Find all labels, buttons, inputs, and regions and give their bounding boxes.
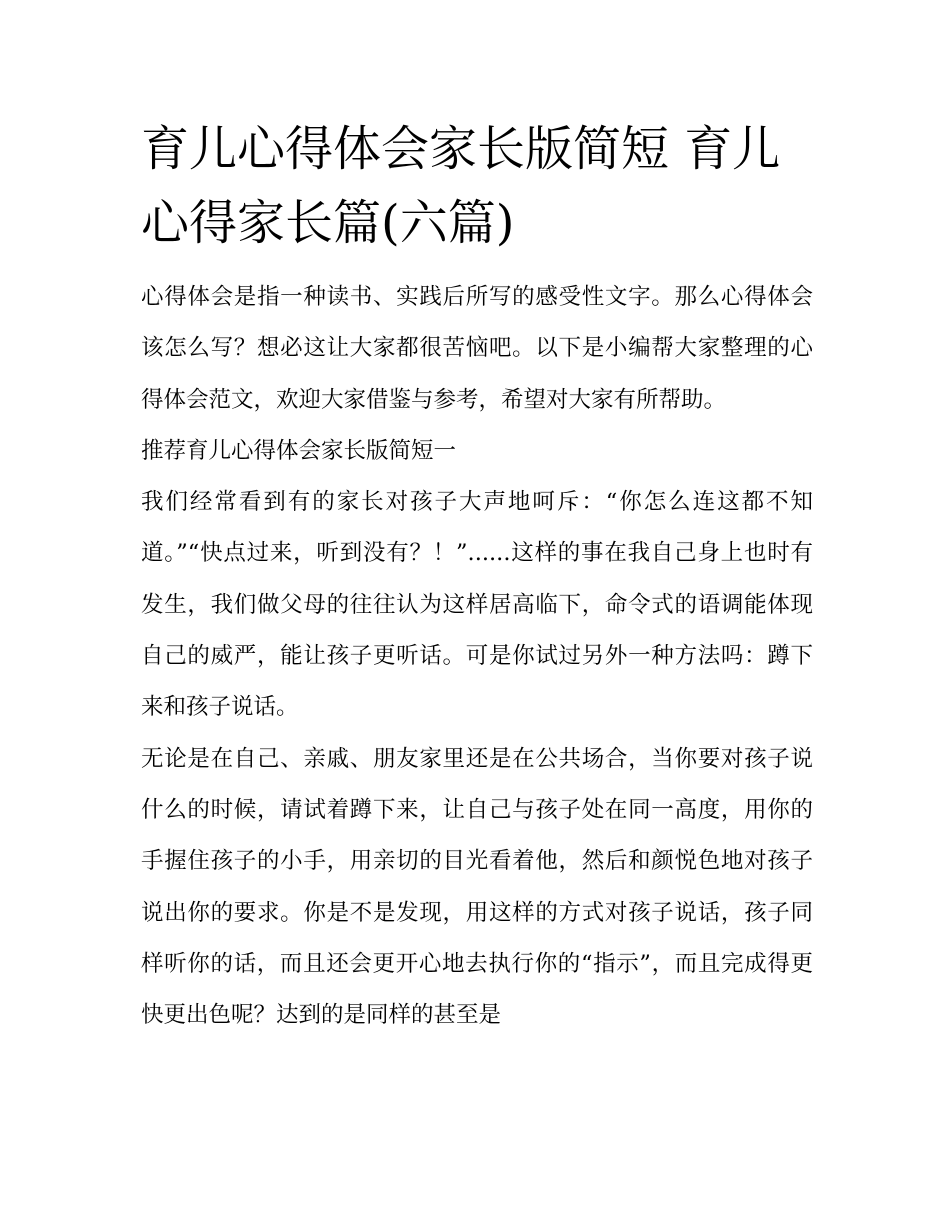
document-body	[141, 272, 813, 1041]
intro-paragraph: 心得体会是指一种读书、实践后所写的感受性文字。那么心得体会该怎么写？想必这让大家都很苦恼吧。以下是小编帮大家整理的心得体会范文，欢迎大家借鉴与参考，希望对大家有所帮助。	[141, 284, 813, 413]
document-title: 育儿心得体会家长版简短 育儿心得家长篇(六篇)	[141, 121, 781, 251]
document-content	[141, 112, 813, 1041]
body-paragraph: 无论是在自己、亲戚、朋友家里还是在公共场合，当你要对孩子说什么的时候，请试着蹲下来，让自己与孩子处在同一高度，用你的手握住孩子的小手，用亲切的目光看着他，然后和颜悦色地对孩子说出你的要求。你是不是发现，用这样的方式对孩子说话，孩子同样听你的话，而且还会更开心地去执行你的“指示”，而且完成得更快更出色呢？达到的是同样的甚至是	[141, 745, 813, 1029]
section-heading: 推荐育儿心得体会家长版简短一	[141, 437, 457, 464]
body-paragraph: 我们经常看到有的家长对孩子大声地呵斥：“你怎么连这都不知道。”“快点过来，听到没有？！”......这样的事在我自己身上也时有发生，我们做父母的往往认为这样居高临下，命令式的语调能体现自己的威严，能让孩子更听话。可是你试过另外一种方法吗：蹲下来和孩子说话。	[141, 489, 813, 721]
